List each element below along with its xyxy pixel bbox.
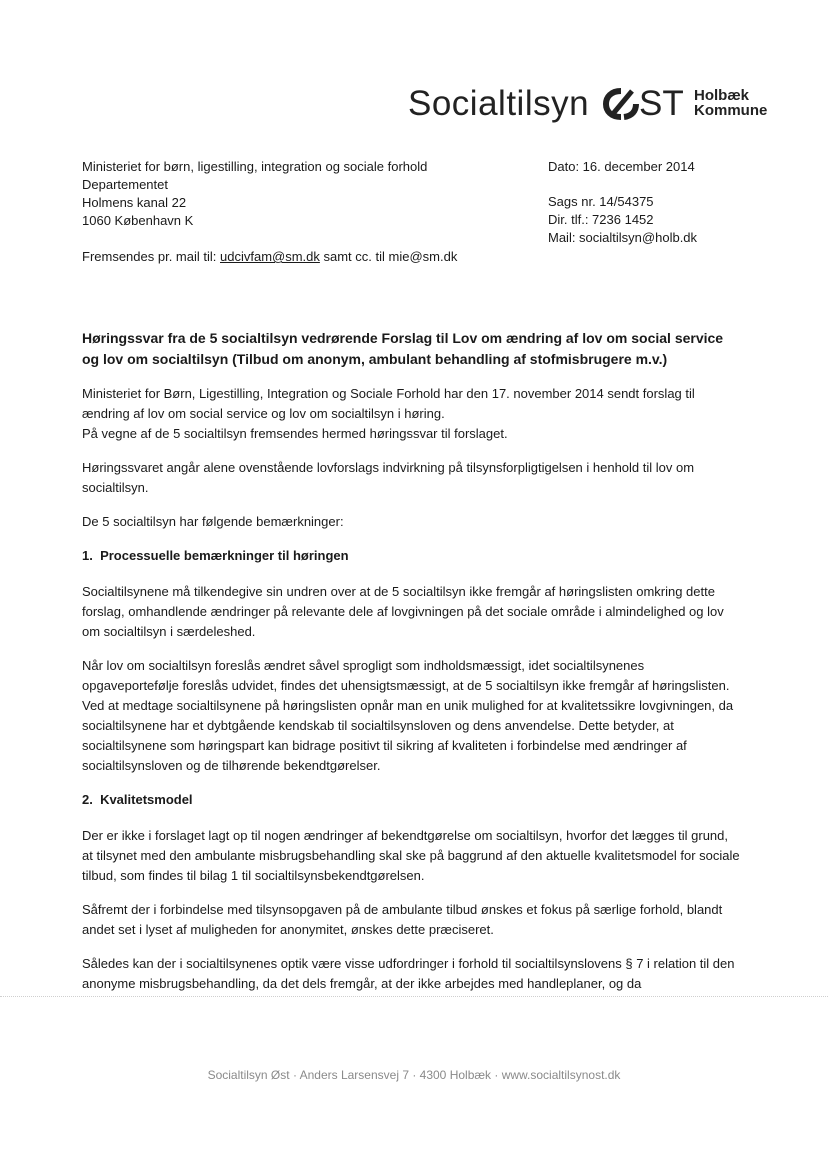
intro-paragraph: De 5 socialtilsyn har følgende bemærkninger:: [82, 514, 344, 529]
sent-suffix: samt cc. til mie@sm.dk: [319, 249, 458, 264]
case-number: Sags nr. 14/54375: [548, 194, 654, 209]
sent-via-line: [82, 249, 457, 264]
municipality-logo: [694, 88, 767, 118]
intro-paragraph: På vegne af de 5 socialtilsyn fremsendes hermed høringssvar til forslaget.: [82, 426, 508, 441]
intro-paragraph: Ministeriet for Børn, Ligestilling, Integration og Sociale Forhold har den 17. november 2014 sendt forslag til ændring af lov om social service og lov om socialtilsyn i høring.: [82, 386, 695, 421]
body-paragraph: Således kan der i socialtilsynenes optik være visse udfordringer i forhold til socialtilsynslovens § 7 i relation til den anonyme misbrugsbehandling, da det dels fremgår, at der ikke arbejdes med handleplaner, og da: [82, 956, 735, 991]
logo-st-visible: ST: [639, 84, 684, 123]
body-paragraph: Socialtilsynene må tilkendegive sin undren over at de 5 socialtilsyn ikke fremgår af høringslisten omkring dette forslag, omhandlende ændringer på relevante dele af lovgivningen på det sociale område i almindelighed og lov om socialtilsyn i særdeleshed.: [82, 584, 724, 639]
contact-mail: Mail: socialtilsyn@holb.dk: [548, 230, 698, 245]
municipality-line1: Holbæk: [694, 87, 750, 104]
recipient-email-link[interactable]: udcivfam@sm.dk: [220, 249, 320, 264]
letter-meta: [548, 158, 697, 247]
municipality-line2: Kommune: [694, 102, 768, 119]
recipient-address: [82, 158, 427, 230]
body-paragraph: Der er ikke i forslaget lagt op til nogen ændringer af bekendtgørelse om socialtilsyn, hvorfor det lægges til grund, at tilsynet med den ambulante misbrugsbehandling skal ske på baggrund af den aktuelle kvalitetsmodel for sociale tilbud, som findes til bilag 1 til socialtilsynsbekendtgørelsen.: [82, 828, 740, 883]
recipient-line: Departementet: [82, 177, 168, 192]
sent-prefix: Fremsendes pr. mail til:: [82, 249, 220, 264]
section-heading: 1. Processuelle bemærkninger til høringen: [82, 548, 349, 563]
recipient-line: 1060 København K: [82, 213, 194, 228]
letter-title: Høringssvar fra de 5 socialtilsyn vedrørende Forslag til Lov om ændring af lov om social service og lov om socialtilsyn (Tilbud om anonym, ambulant behandling af stofmisbrugere m.v.): [82, 330, 724, 367]
body-paragraph: Ved at medtage socialtilsynene på høringslisten opnår man en unik mulighed for at kvalitetssikre lovgivningen, da socialtilsynene har et dybtgående kendskab til socialtilsynsloven og dens anvendelse. Dette betyder, at socialtilsynene som høringspart kan bidrage positivt til sikring af kvaliteten i forbindelse med ændringer af socialtilsynsloven og de tilhørende bekendtgørelser.: [82, 698, 734, 773]
intro-paragraph: Høringssvaret angår alene ovenstående lovforslags indvirkning på tilsynsforpligtigelsen i henhold til lov om socialtilsyn.: [82, 460, 695, 495]
page-footer: Socialtilsyn Øst · Anders Larsensvej 7 · 4300 Holbæk · www.socialtilsynost.dk: [207, 1068, 621, 1082]
body-paragraph: Såfremt der i forbindelse med tilsynsopgaven på de ambulante tilbud ønskes et fokus på særlige forhold, blandt andet set i lyset af muligheden for anonymitet, ønskes dette præciseret.: [82, 902, 723, 937]
direct-phone: Dir. tlf.: 7236 1452: [548, 212, 654, 227]
body-paragraph: Når lov om socialtilsyn foreslås ændret såvel sprogligt som indholdsmæssigt, idet socialtilsynenes opgaveportefølje foreslås udvidet, findes det uhensigtsmæssigt, at de 5 socialtilsyn ikke fremgår af høringslisten.: [82, 658, 730, 693]
letter-body: [82, 384, 742, 1008]
recipient-line: Holmens kanal 22: [82, 195, 187, 210]
letter-date: Dato: 16. december 2014: [548, 159, 695, 174]
section-heading: 2. Kvalitetsmodel: [82, 792, 193, 807]
scan-divider: [0, 996, 828, 997]
logo-name: Socialtilsyn: [408, 84, 590, 123]
recipient-line: Ministeriet for børn, ligestilling, integration og sociale forhold: [82, 159, 428, 174]
